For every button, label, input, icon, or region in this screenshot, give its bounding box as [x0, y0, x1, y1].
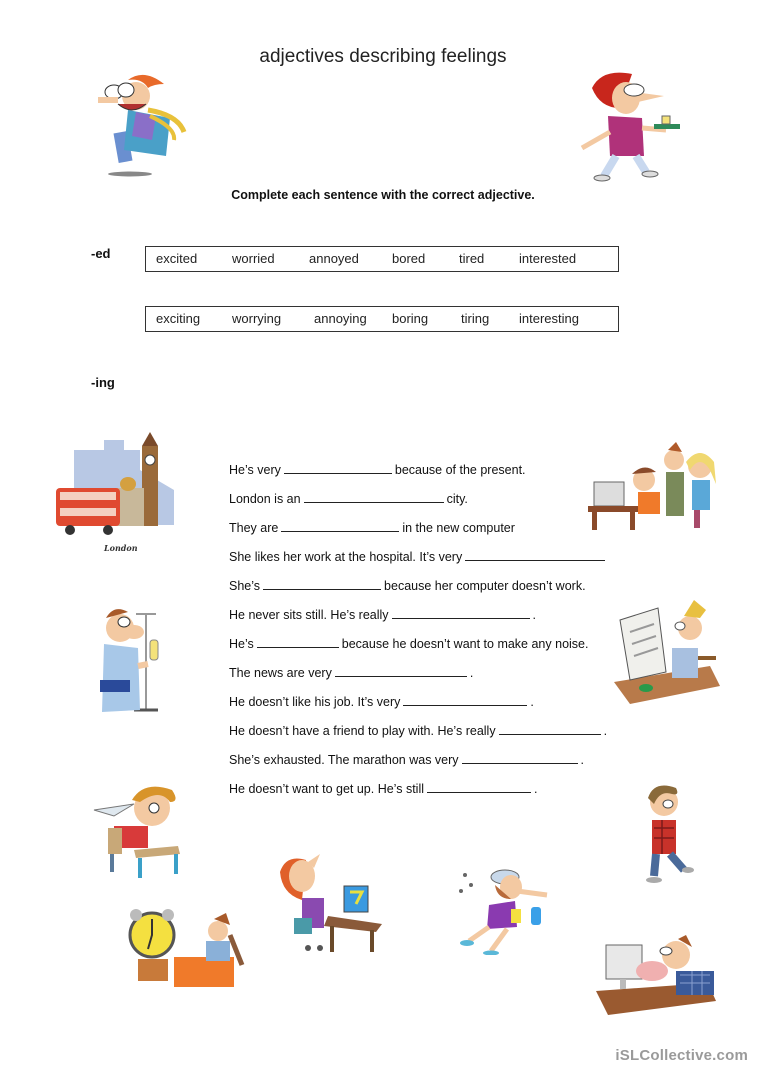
sentence-6: He never sits still. He’s really . — [229, 608, 537, 622]
word-annoyed: annoyed — [309, 251, 359, 267]
sentence-2: London is an city. — [229, 492, 468, 506]
sentence-3: They are in the new computer — [229, 521, 515, 535]
answer-blank-1[interactable] — [284, 462, 392, 474]
answer-blank-10[interactable] — [499, 723, 601, 735]
site-watermark: iSLCollective.com — [615, 1047, 748, 1064]
sentence-12: He doesn’t want to get up. He’s still . — [229, 782, 538, 796]
annoyed-woman-computer-illustration — [272, 850, 392, 960]
sentence-7: He’s because he doesn’t want to make any noise. — [229, 637, 589, 651]
word-worried: worried — [232, 251, 275, 267]
word-boring: boring — [392, 311, 429, 327]
sentence-11: She’s exhausted. The marathon was very . — [229, 753, 585, 767]
answer-blank-6[interactable] — [392, 607, 530, 619]
answer-blank-7[interactable] — [257, 636, 339, 648]
ed-word-bank — [145, 246, 619, 272]
sentence-9: He doesn’t like his job. It’s very . — [229, 695, 534, 709]
word-interested: interested — [519, 251, 577, 267]
sentence-8: The news are very . — [229, 666, 474, 680]
worksheet-title: adjectives describing feelings — [259, 46, 507, 67]
answer-blank-5[interactable] — [263, 578, 381, 590]
angry-man-computer-illustration — [596, 935, 720, 1020]
sentence-4: She likes her work at the hospital. It’s very — [229, 549, 608, 564]
answer-blank-8[interactable] — [335, 665, 467, 677]
ing-label: -ing — [91, 375, 115, 390]
sentence-10: He doesn’t have a friend to play with. He’s really . — [229, 724, 608, 738]
word-worrying: worrying — [232, 311, 282, 327]
word-excited: excited — [156, 251, 198, 267]
answer-blank-11[interactable] — [462, 752, 578, 764]
tired-man-alarm-clock-illustration — [126, 905, 246, 990]
sentence-1: He’s very because of the present. — [229, 463, 526, 477]
answer-blank-2[interactable] — [304, 491, 444, 503]
ing-word-bank — [145, 306, 619, 332]
london-illustration — [54, 430, 179, 555]
word-bored: bored — [392, 251, 426, 267]
paper-plane-boy-illustration — [90, 780, 190, 880]
word-tiring: tiring — [461, 311, 490, 327]
instruction-text: Complete each sentence with the correct adjective. — [231, 188, 535, 202]
ed-label: -ed — [91, 246, 111, 261]
excited-boy-illustration — [88, 70, 198, 180]
hospital-patient-illustration — [80, 600, 165, 725]
answer-blank-12[interactable] — [427, 781, 531, 793]
newspaper-man-illustration — [610, 600, 720, 705]
answer-blank-3[interactable] — [281, 520, 399, 532]
waitress-illustration — [572, 68, 682, 184]
word-interesting: interesting — [519, 311, 579, 327]
bored-teen-illustration — [640, 780, 700, 885]
kids-computer-illustration — [586, 440, 726, 535]
sentence-5: She’s because her computer doesn’t work. — [229, 579, 586, 593]
answer-blank-4[interactable] — [465, 549, 605, 561]
word-tired: tired — [459, 251, 485, 267]
tired-runner-illustration — [455, 855, 570, 955]
word-annoying: annoying — [314, 311, 367, 327]
london-caption: London — [104, 543, 138, 553]
answer-blank-9[interactable] — [403, 694, 527, 706]
word-exciting: exciting — [156, 311, 201, 327]
